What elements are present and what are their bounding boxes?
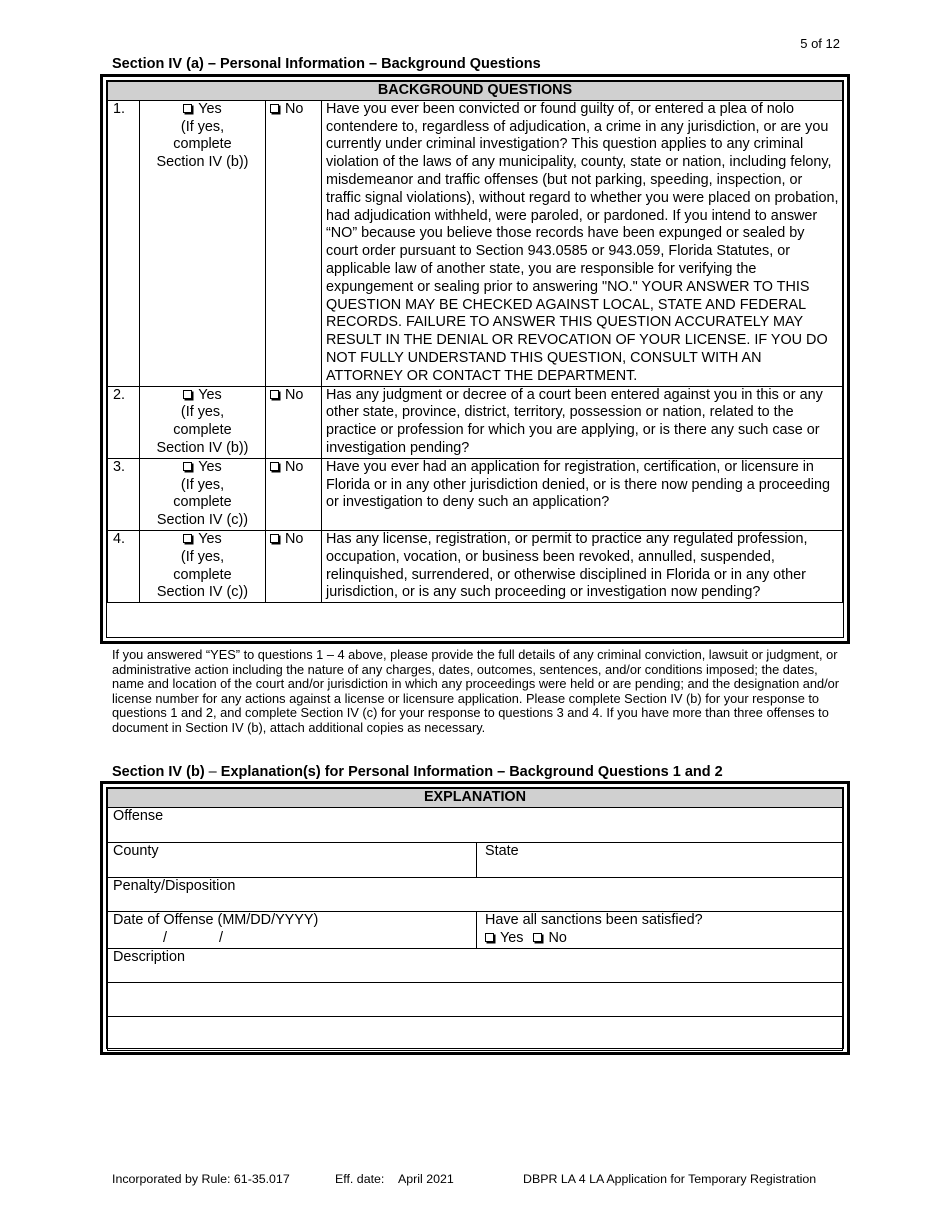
footer-eff-date-label: Eff. date:	[335, 1172, 385, 1186]
question-row-2	[108, 386, 843, 458]
no-checkbox[interactable]	[270, 462, 279, 471]
yes-cell	[140, 530, 266, 602]
date-of-offense-label: Date of Offense (MM/DD/YYYY)	[113, 911, 319, 928]
yes-note: Section IV (b))	[156, 154, 249, 171]
yes-note: Section IV (c))	[156, 584, 249, 601]
instructions-note: If you answered “YES” to questions 1 – 4 above, please provide the full details of any criminal conviction, lawsuit or judgment, or administrative action including the nature of any charges, dates, outcomes, sentences, and/or conditions imposed; the dates, name and location of the court and/or jurisdiction in which any proceedings were held or are pending; and the designation and/or license number for any actions against a license or licensure application. Please complete Section IV (b) for your response to questions 1 and 2, and complete Section IV (c) for your response to questions 3 and 4. If you have more than three offenses to document in Section IV (b), attach additional copies as necessary.	[112, 647, 840, 735]
explanation-header: EXPLANATION	[108, 789, 843, 808]
date-of-offense-field[interactable]	[108, 911, 477, 948]
yes-checkbox[interactable]	[183, 462, 192, 471]
question-number: 2.	[108, 386, 140, 458]
yes-cell	[140, 100, 266, 386]
no-label: No	[285, 530, 304, 547]
question-number: 1.	[108, 100, 140, 386]
sanctions-no-checkbox[interactable]	[533, 933, 542, 942]
section-b-title-part2: Explanation(s) for Personal Information – Background Questions 1 and 2	[220, 764, 723, 780]
state-label: State	[485, 842, 519, 859]
yes-label: Yes	[198, 530, 222, 547]
no-label: No	[285, 100, 304, 117]
sanctions-yes-label: Yes	[500, 929, 524, 946]
section-b-title-dash: –	[204, 764, 221, 780]
question-row-4	[108, 530, 843, 602]
sanctions-yes-checkbox[interactable]	[485, 933, 494, 942]
no-checkbox[interactable]	[270, 534, 279, 543]
question-number: 4.	[108, 530, 140, 602]
yes-label: Yes	[198, 100, 222, 117]
yes-cell	[140, 458, 266, 530]
yes-note: Section IV (b))	[156, 439, 249, 456]
yes-cell	[140, 386, 266, 458]
no-checkbox[interactable]	[270, 390, 279, 399]
yes-note: (If yes,	[180, 118, 225, 135]
yes-label: Yes	[198, 458, 222, 475]
explanation-frame	[100, 781, 850, 1055]
sanctions-no-label: No	[548, 929, 567, 946]
question-text: Have you ever had an application for registration, certification, or licensure in Florida or in any other jurisdiction denied, or is there now pending a proceeding or investigation to deny such an application?	[322, 458, 843, 530]
footer-rule: Incorporated by Rule: 61-35.017	[112, 1172, 290, 1186]
question-text: Has any license, registration, or permit to practice any regulated profession, occupation, vocation, or business been revoked, annulled, suspended, relinquished, surrendered, or otherwise disciplined in Florida or in any other jurisdiction, or is any such proceeding or investigation now pending?	[322, 530, 843, 602]
yes-checkbox[interactable]	[183, 534, 192, 543]
background-questions-frame	[100, 74, 850, 644]
no-label: No	[285, 386, 304, 403]
background-questions-table	[107, 81, 843, 603]
explanation-table	[107, 788, 843, 1051]
no-checkbox[interactable]	[270, 104, 279, 113]
description-line[interactable]	[108, 1016, 843, 1050]
penalty-disposition-field[interactable]	[108, 877, 843, 911]
question-text: Have you ever been convicted or found guilty of, or entered a plea of nolo contendere to, regardless of adjudication, a crime in any jurisdiction, or are you currently under criminal investigation? This question applies to any criminal violation of the laws of any municipality, county, state or nation, including felony, misdemeanor and traffic offenses (but not parking, speeding, inspection, or traffic signal violations), without regard to whether you were placed on probation, had adjudication withheld, were paroled, or pardoned. If you intend to answer “NO” because you believe those records have been expunged or sealed by court order pursuant to Section 943.0585 or 943.059, Florida Statutes, or applicable law of another state, you are responsible for verifying the expungement or sealing prior to answering "NO." YOUR ANSWER TO THIS QUESTION MAY BE CHECKED AGAINST LOCAL, STATE AND FEDERAL RECORDS. FAILURE TO ANSWER THIS QUESTION ACCURATELY MAY RESULT IN THE DENIAL OR REVOCATION OF YOUR LICENSE. IF YOU DO NOT FULLY UNDERSTAND THIS QUESTION, CONSULT WITH AN ATTORNEY OR CONTACT THE DEPARTMENT.	[322, 100, 843, 386]
state-field[interactable]	[477, 842, 843, 877]
question-text: Has any judgment or decree of a court been entered against you in this or any other state, province, district, territory, possession or nation, related to the practice or profession for which you are applying, or is there any such case or investigation pending?	[322, 386, 843, 458]
date-slash: /	[219, 929, 223, 946]
section-b-title-part1: Section IV (b)	[112, 764, 205, 780]
description-line[interactable]	[108, 982, 843, 1016]
yes-note: (If yes,	[180, 476, 225, 493]
sanctions-label: Have all sanctions been satisfied?	[485, 911, 703, 928]
yes-note: complete	[173, 136, 232, 153]
penalty-disposition-label: Penalty/Disposition	[113, 877, 236, 894]
no-cell	[266, 386, 322, 458]
section-a-title: Section IV (a) – Personal Information – Background Questions	[112, 56, 541, 72]
offense-label: Offense	[113, 807, 164, 824]
footer-form-name: DBPR LA 4 LA Application for Temporary Registration	[523, 1172, 817, 1186]
yes-checkbox[interactable]	[183, 104, 192, 113]
question-row-1	[108, 100, 843, 386]
yes-label: Yes	[198, 386, 222, 403]
county-field[interactable]	[108, 842, 477, 877]
sanctions-field	[477, 911, 843, 948]
county-label: County	[113, 842, 159, 859]
yes-note: (If yes,	[180, 404, 225, 421]
date-slash: /	[163, 929, 167, 946]
no-cell	[266, 100, 322, 386]
question-number: 3.	[108, 458, 140, 530]
yes-note: Section IV (c))	[156, 512, 249, 529]
question-row-3	[108, 458, 843, 530]
no-label: No	[285, 458, 304, 475]
offense-field[interactable]	[108, 807, 843, 842]
description-field[interactable]	[108, 948, 843, 982]
yes-checkbox[interactable]	[183, 390, 192, 399]
footer-eff-date: April 2021	[398, 1172, 454, 1186]
yes-note: (If yes,	[180, 548, 225, 565]
no-cell	[266, 458, 322, 530]
page-number: 5 of 12	[800, 36, 840, 51]
no-cell	[266, 530, 322, 602]
background-questions-header: BACKGROUND QUESTIONS	[108, 82, 843, 101]
yes-note: complete	[173, 422, 232, 439]
description-label: Description	[113, 948, 185, 965]
yes-note: complete	[173, 566, 232, 583]
yes-note: complete	[173, 494, 232, 511]
section-b-title	[112, 764, 723, 780]
